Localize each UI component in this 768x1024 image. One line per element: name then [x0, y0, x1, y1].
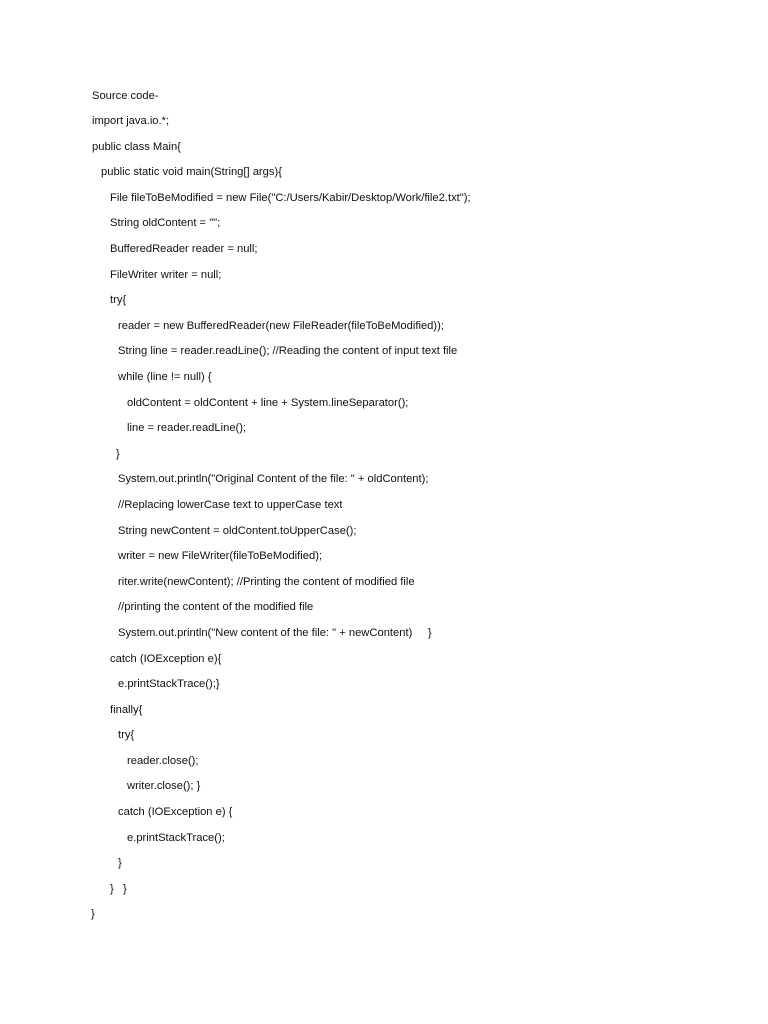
code-line: e.printStackTrace();	[127, 832, 225, 844]
code-line: reader = new BufferedReader(new FileReader(fileToBeModified));	[118, 320, 444, 332]
code-line: catch (IOException e){	[110, 653, 222, 665]
code-line: finally{	[110, 704, 143, 716]
code-line: line = reader.readLine();	[127, 422, 247, 434]
code-line: } }	[110, 883, 127, 895]
code-line: //printing the content of the modified file	[118, 601, 314, 613]
code-line: }	[116, 448, 120, 460]
code-line: import java.io.*;	[92, 115, 170, 127]
code-line: BufferedReader reader = null;	[110, 243, 258, 255]
code-line: System.out.println("New content of the file: " + newContent) }	[118, 627, 432, 639]
code-line: while (line != null) {	[118, 371, 212, 383]
code-line: try{	[110, 294, 127, 306]
code-line: File fileToBeModified = new File("C:/Users/Kabir/Desktop/Work/file2.txt");	[110, 192, 471, 204]
code-line: writer.close(); }	[127, 780, 201, 792]
code-line: riter.write(newContent); //Printing the content of modified file	[118, 576, 415, 588]
code-line: }	[118, 857, 122, 869]
code-line: String oldContent = "";	[110, 217, 221, 229]
code-line: reader.close();	[127, 755, 199, 767]
code-line: Source code-	[92, 90, 159, 102]
code-line: public class Main{	[92, 141, 181, 153]
code-line: public static void main(String[] args){	[101, 166, 282, 178]
code-line: try{	[118, 729, 135, 741]
code-line: }	[91, 908, 95, 920]
code-line: //Replacing lowerCase text to upperCase text	[118, 499, 343, 511]
code-line: e.printStackTrace();}	[118, 678, 220, 690]
code-line: catch (IOException e) {	[118, 806, 233, 818]
code-line: FileWriter writer = null;	[110, 269, 222, 281]
code-line: String newContent = oldContent.toUpperCase();	[118, 525, 357, 537]
code-line: String line = reader.readLine(); //Reading the content of input text file	[118, 345, 458, 357]
code-line: oldContent = oldContent + line + System.lineSeparator();	[127, 397, 409, 409]
code-line: writer = new FileWriter(fileToBeModified);	[118, 550, 323, 562]
code-line: System.out.println("Original Content of the file: " + oldContent);	[118, 473, 429, 485]
